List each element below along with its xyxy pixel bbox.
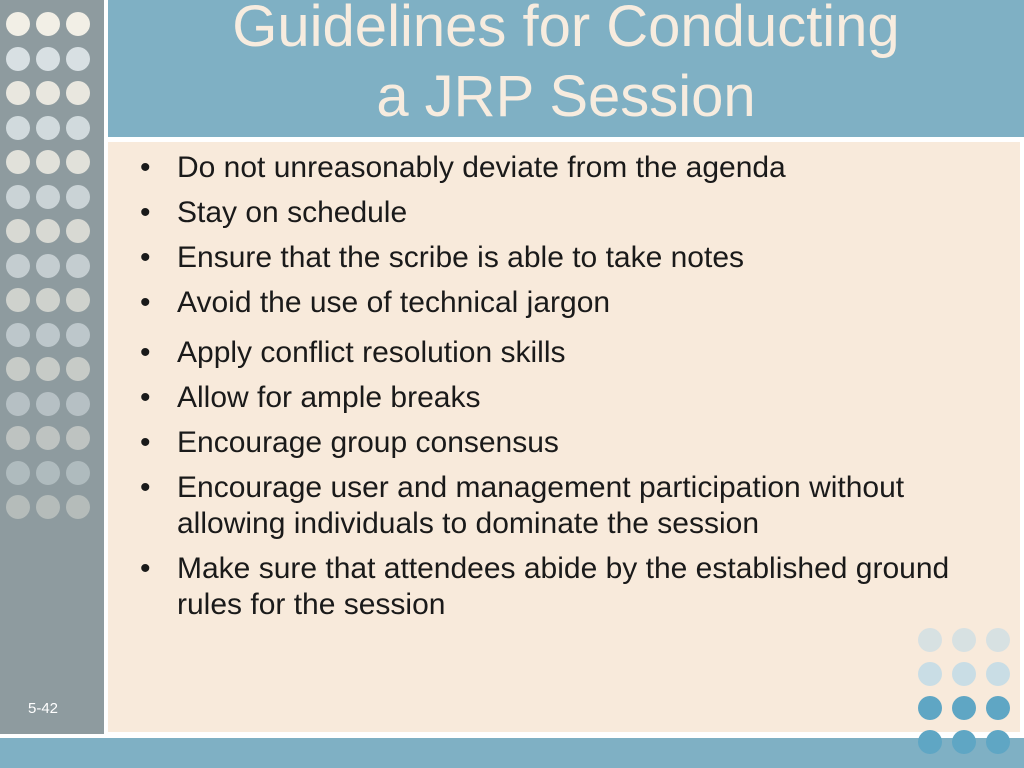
dot-shape <box>66 150 90 174</box>
dot-shape <box>6 81 30 105</box>
bullet-item: • Make sure that attendees abide by the established ground rules for the session <box>140 551 1000 623</box>
dot-shape <box>6 185 30 209</box>
dot-shape <box>6 357 30 381</box>
dot-shape <box>6 323 30 347</box>
dot-shape <box>66 185 90 209</box>
dot-shape <box>6 47 30 71</box>
slide-number: 5-42 <box>28 700 59 717</box>
dot-shape <box>6 392 30 416</box>
bullet-item: • Encourage group consensus <box>140 425 1000 461</box>
bullet-item: • Ensure that the scribe is able to take notes <box>140 240 1000 276</box>
dot-shape <box>36 12 60 36</box>
dot-shape <box>66 254 90 278</box>
bullet-item: • Do not unreasonably deviate from the agenda <box>140 150 1000 186</box>
dot-shape <box>952 662 976 686</box>
dot-shape <box>66 392 90 416</box>
dot-shape <box>66 426 90 450</box>
dot-shape <box>66 495 90 519</box>
dot-shape <box>6 150 30 174</box>
dot-shape <box>36 392 60 416</box>
dot-shape <box>36 288 60 312</box>
bullet-item: • Avoid the use of technical jargon <box>140 285 1000 321</box>
bullet-item: • Encourage user and management participation without allowing individuals to dominate the session <box>140 470 1000 542</box>
dot-shape <box>6 116 30 140</box>
dot-shape <box>66 219 90 243</box>
dot-shape <box>36 150 60 174</box>
dot-shape <box>66 461 90 485</box>
dot-shape <box>36 495 60 519</box>
dot-shape <box>6 495 30 519</box>
dot-shape <box>918 696 942 720</box>
left-decorative-band <box>0 0 104 734</box>
dot-shape <box>66 116 90 140</box>
bottom-decorative-band <box>0 738 1024 768</box>
dot-shape <box>986 662 1010 686</box>
dot-shape <box>66 288 90 312</box>
dot-shape <box>36 461 60 485</box>
dot-shape <box>66 47 90 71</box>
dot-shape <box>986 696 1010 720</box>
dot-shape <box>36 219 60 243</box>
dot-shape <box>6 254 30 278</box>
bullet-list <box>140 150 1000 632</box>
dot-shape <box>36 116 60 140</box>
dot-shape <box>918 730 942 754</box>
dot-shape <box>36 323 60 347</box>
slide-title <box>108 0 1024 132</box>
bullet-item: • Apply conflict resolution skills <box>140 335 1000 371</box>
dot-shape <box>66 323 90 347</box>
dot-shape <box>66 357 90 381</box>
dot-shape <box>66 81 90 105</box>
dot-shape <box>36 185 60 209</box>
dot-shape <box>36 426 60 450</box>
bullet-item: • Allow for ample breaks <box>140 380 1000 416</box>
slide-title-line-2: a JRP Session <box>376 64 756 129</box>
dot-shape <box>36 254 60 278</box>
dot-shape <box>6 288 30 312</box>
dot-shape <box>6 12 30 36</box>
dot-shape <box>6 426 30 450</box>
dot-shape <box>986 730 1010 754</box>
bullet-item: • Stay on schedule <box>140 195 1000 231</box>
dot-shape <box>6 461 30 485</box>
dot-shape <box>36 357 60 381</box>
dot-shape <box>952 730 976 754</box>
dot-shape <box>6 219 30 243</box>
dot-shape <box>952 696 976 720</box>
dot-shape <box>36 81 60 105</box>
dot-shape <box>918 662 942 686</box>
dot-shape <box>36 47 60 71</box>
dot-shape <box>66 12 90 36</box>
slide-title-line-1: Guidelines for Conducting <box>232 0 900 59</box>
